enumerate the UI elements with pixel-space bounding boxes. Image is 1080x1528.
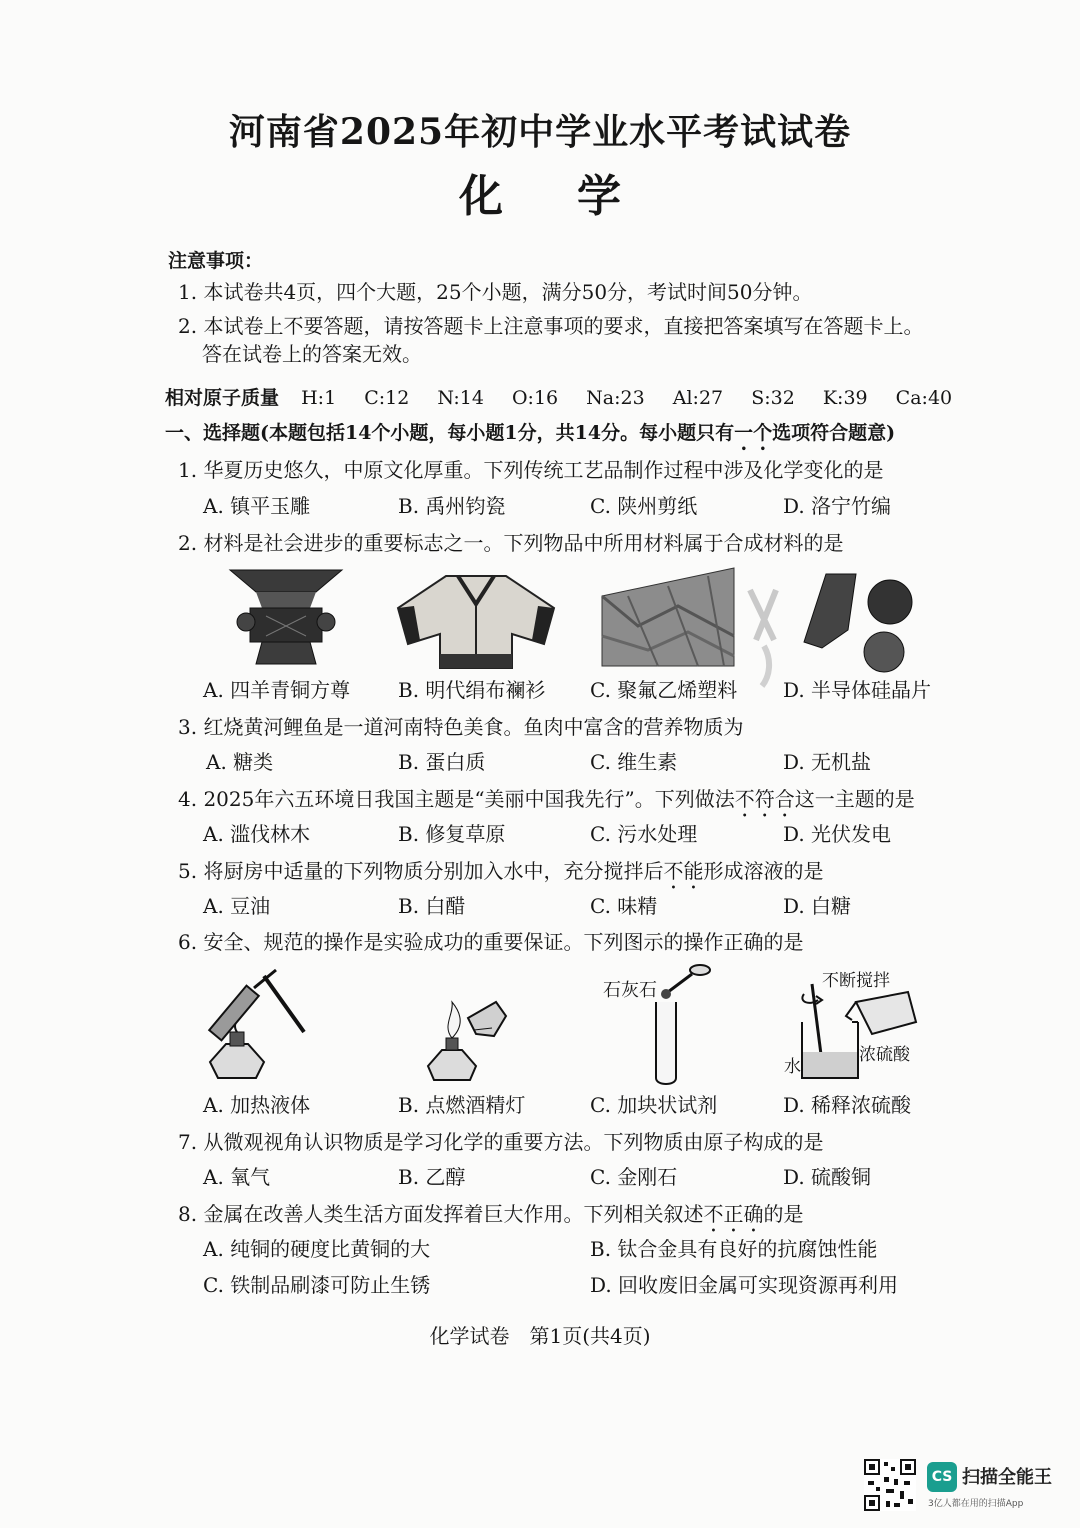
q8-option-d: D. 回收废旧金属可实现资源再利用 [590, 1273, 899, 1297]
question-2-stem: 2. 材料是社会进步的重要标志之一。下列物品中所用材料属于合成材料的是 [178, 531, 844, 555]
camscanner-logo: CS [927, 1462, 957, 1492]
water-label: 水 [784, 1057, 801, 1077]
adding-solid-figure [652, 962, 714, 1086]
question-8-stem: 8. 金属在改善人类生活方面发挥着巨大作用。下列相关叙述不正确的是 [178, 1202, 804, 1226]
q5-option-b: B. 白醋 [398, 894, 466, 918]
atomic-masses [165, 383, 952, 410]
q1-option-b: B. 禹州钧瓷 [398, 494, 506, 518]
mass-na: Na:23 [586, 387, 645, 409]
heating-liquid-figure [204, 966, 312, 1084]
q2-option-c: C. 聚氟乙烯塑料 [590, 678, 738, 702]
subject-title [0, 160, 1080, 224]
q7-option-a: A. 氧气 [203, 1165, 271, 1189]
note-item-2-cont: 答在试卷上的答案无效。 [202, 342, 422, 366]
q1-option-a: A. 镇平玉雕 [203, 494, 311, 518]
reagent-label: 石灰石 [603, 980, 657, 1001]
handwritten-mark [744, 580, 786, 690]
plastic-figure [598, 566, 736, 668]
q8-option-a: A. 纯铜的硬度比黄铜的大 [203, 1237, 431, 1261]
q5-option-a: A. 豆油 [203, 894, 271, 918]
diluting-acid-figure [796, 982, 920, 1084]
mass-ca: Ca:40 [895, 387, 953, 409]
q6-option-d: D. 稀释浓硫酸 [783, 1093, 912, 1117]
acid-label: 浓硫酸 [859, 1045, 910, 1065]
notes-heading: 注意事项： [168, 250, 264, 272]
question-1-stem: 1. 华夏历史悠久，中原文化厚重。下列传统工艺品制作过程中涉及化学变化的是 [178, 458, 884, 482]
q2-option-d: D. 半导体硅晶片 [783, 678, 932, 702]
q4-option-c: C. 污水处理 [590, 822, 698, 846]
q3-option-d: D. 无机盐 [783, 750, 872, 774]
scanner-app-name: 扫描全能王 [962, 1467, 1052, 1488]
q2-option-b: B. 明代绢布襕衫 [398, 678, 546, 702]
question-6-stem: 6. 安全、规范的操作是实验成功的重要保证。下列图示的操作正确的是 [178, 930, 804, 954]
bronze-zun-figure [226, 566, 346, 666]
q4-option-a: A. 滥伐林木 [203, 822, 311, 846]
q3-option-c: C. 维生素 [590, 750, 678, 774]
q8-option-b: B. 钛合金具有良好的抗腐蚀性能 [590, 1237, 878, 1261]
q5-option-d: D. 白糖 [783, 894, 852, 918]
q6-option-c: C. 加块状试剂 [590, 1093, 718, 1117]
q4-option-d: D. 光伏发电 [783, 822, 892, 846]
q6-option-b: B. 点燃酒精灯 [398, 1093, 526, 1117]
ming-robe-figure [396, 574, 556, 670]
note-item-1: 1. 本试卷共4页，四个大题，25个小题，满分50分，考试时间50分钟。 [178, 280, 813, 304]
question-3-stem: 3. 红烧黄河鲤鱼是一道河南特色美食。鱼肉中富含的营养物质为 [178, 715, 744, 739]
q4-option-b: B. 修复草原 [398, 822, 506, 846]
lighting-lamp-figure [424, 990, 508, 1084]
q1-option-d: D. 洛宁竹编 [783, 494, 892, 518]
section1-heading: 一、选择题(本题包括14个小题，每小题1分，共14分。每小题只有一个选项符合题意) [165, 422, 896, 444]
q2-option-a: A. 四羊青铜方尊 [203, 678, 351, 702]
atomic-masses-label: 相对原子质量 [165, 387, 280, 409]
mass-o: O:16 [511, 387, 559, 409]
subject-char-1: 化 [459, 171, 503, 222]
q5-option-c: C. 味精 [590, 894, 658, 918]
q3-option-b: B. 蛋白质 [398, 750, 486, 774]
mass-k: K:39 [822, 387, 868, 409]
stir-label: 不断搅拌 [822, 971, 890, 991]
silicon-wafer-figure [796, 570, 926, 674]
q3-option-a: A. 糖类 [206, 750, 274, 774]
q7-option-d: D. 硫酸铜 [783, 1165, 872, 1189]
mass-al: Al:27 [672, 387, 724, 409]
q8-option-c: C. 铁制品刷漆可防止生锈 [203, 1273, 431, 1297]
question-7-stem: 7. 从微观视角认识物质是学习化学的重要方法。下列物质由原子构成的是 [178, 1130, 824, 1154]
mass-s: S:32 [751, 387, 795, 409]
qr-code-icon [864, 1459, 916, 1511]
question-4-stem: 4. 2025年六五环境日我国主题是“美丽中国我先行”。下列做法不符合这一主题的是 [178, 787, 915, 811]
note-item-2: 2. 本试卷上不要答题，请按答题卡上注意事项的要求，直接把答案填写在答题卡上。 [178, 314, 924, 338]
mass-c: C:12 [364, 387, 410, 409]
mass-h: H:1 [301, 387, 337, 409]
mass-n: N:14 [437, 387, 484, 409]
q7-option-c: C. 金刚石 [590, 1165, 678, 1189]
subject-char-2: 学 [577, 171, 621, 222]
exam-title: 河南省2025年初中学业水平考试试卷 [228, 111, 852, 153]
scanner-tagline: 3亿人都在用的扫描App [928, 1499, 1024, 1509]
q7-option-b: B. 乙醇 [398, 1165, 466, 1189]
question-5-stem: 5. 将厨房中适量的下列物质分别加入水中，充分搅拌后不能形成溶液的是 [178, 859, 824, 883]
q1-option-c: C. 陕州剪纸 [590, 494, 698, 518]
q6-option-a: A. 加热液体 [203, 1093, 311, 1117]
page-footer: 化学试卷 第1页(共4页) [429, 1324, 651, 1348]
